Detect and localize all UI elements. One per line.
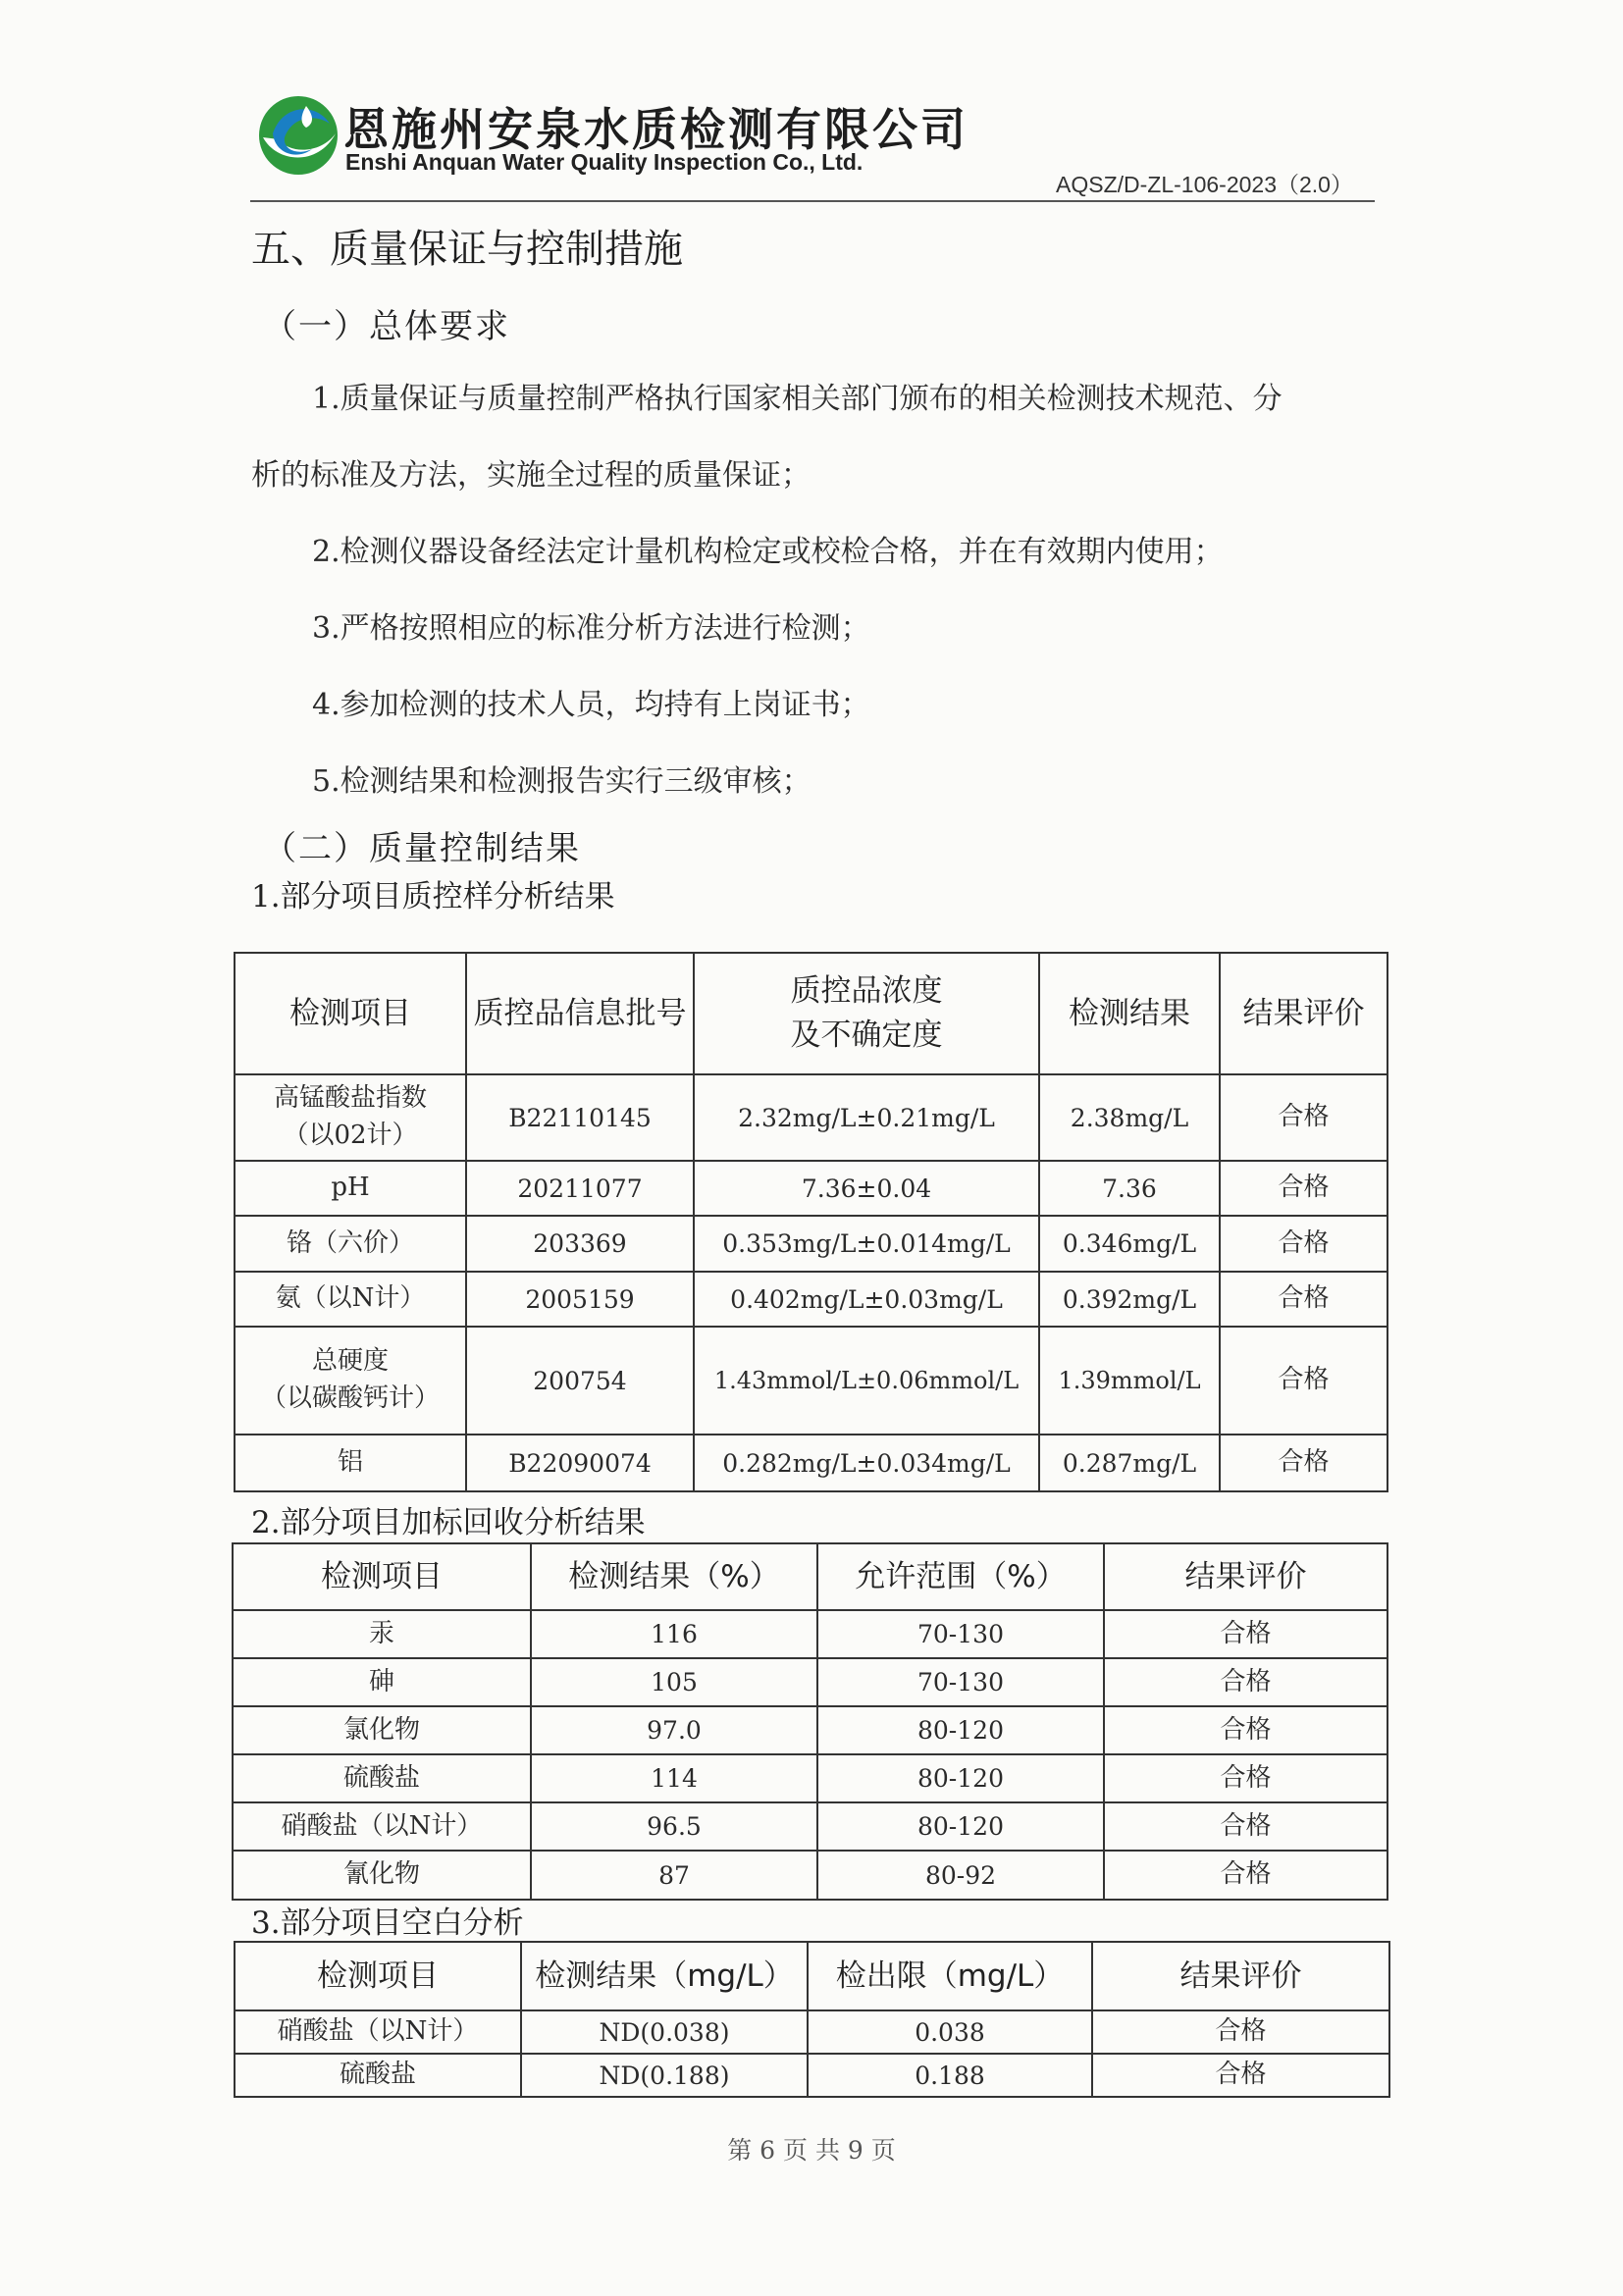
table-row — [235, 1161, 1387, 1216]
column-header: 检出限（mg/L） — [808, 1942, 1092, 2010]
item-name: 砷 — [233, 1658, 531, 1706]
table-row — [233, 1658, 1387, 1706]
table-row — [233, 1754, 1387, 1802]
reference-value: 1.43mmol/L±0.06mmol/L — [694, 1327, 1039, 1435]
item-name: 硫酸盐 — [233, 1754, 531, 1802]
item-line: 总硬度 （以碳酸钙计） — [260, 1346, 440, 1413]
table-row — [235, 2010, 1389, 2054]
requirement-item: 析的标准及方法，实施全过程的质量保证； — [251, 458, 811, 493]
requirement-item: 1.质量保证与质量控制严格执行国家相关部门颁布的相关检测技术规范、分 — [312, 382, 1283, 416]
column-header: 允许范围（%） — [817, 1543, 1104, 1610]
table-row — [233, 1610, 1387, 1658]
qc-results-heading: （二）质量控制结果 — [263, 829, 581, 868]
evaluation: 合格 — [1104, 1754, 1387, 1802]
measured-result: 1.39mmol/L — [1039, 1327, 1220, 1435]
evaluation: 合格 — [1104, 1802, 1387, 1851]
reference-value: 7.36±0.04 — [694, 1161, 1039, 1216]
column-header: 检测项目 — [235, 1942, 521, 2010]
evaluation: 合格 — [1092, 2010, 1389, 2054]
column-header: 结果评价 — [1092, 1942, 1389, 2010]
column-header: 结果评价 — [1104, 1543, 1387, 1610]
allowed-range: 80-92 — [817, 1851, 1104, 1900]
reference-value: 2.32mg/L±0.21mg/L — [694, 1074, 1039, 1161]
column-header — [466, 953, 694, 1074]
item-name: 铬（六价） — [235, 1216, 466, 1272]
item-name: 氰化物 — [233, 1851, 531, 1900]
evaluation: 合格 — [1104, 1851, 1387, 1900]
document-code: AQSZ/D-ZL-106-2023（2.0） — [1056, 172, 1353, 197]
blank-analysis-table — [234, 1941, 1390, 2098]
column-header: 检测结果（mg/L） — [521, 1942, 808, 2010]
column-header: 检测项目 — [235, 953, 466, 1074]
reference-value: 0.353mg/L±0.014mg/L — [694, 1216, 1039, 1272]
recovery-result: 97.0 — [531, 1706, 817, 1754]
evaluation: 合格 — [1092, 2054, 1389, 2097]
measured-result: 7.36 — [1039, 1161, 1220, 1216]
requirement-item: 5.检测结果和检测报告实行三级审核； — [312, 764, 812, 799]
company-name-cn: 恩施州安泉水质检测有限公司 — [343, 103, 969, 156]
batch-number: 20211077 — [466, 1161, 694, 1216]
item-name — [235, 1074, 466, 1161]
header-divider — [250, 200, 1375, 202]
table-header-row — [233, 1543, 1387, 1610]
company-name-en: Enshi Anquan Water Quality Inspection Co., Ltd. — [345, 149, 864, 175]
table-row — [235, 1074, 1387, 1161]
requirement-item: 2.检测仪器设备经法定计量机构检定或校检合格，并在有效期内使用； — [312, 535, 1224, 569]
table1-caption: 1.部分项目质控样分析结果 — [251, 879, 615, 914]
evaluation: 合格 — [1220, 1272, 1387, 1327]
header-line: 质控品浓度 及不确定度 — [790, 973, 943, 1053]
column-header: 检测结果（%） — [531, 1543, 817, 1610]
batch-number: 200754 — [466, 1327, 694, 1435]
item-line: 高锰酸盐指数 （以02计） — [273, 1083, 427, 1150]
batch-number: B22090074 — [466, 1435, 694, 1491]
blank-result: ND(0.038) — [521, 2010, 808, 2054]
item-name: 汞 — [233, 1610, 531, 1658]
batch-number: B22110145 — [466, 1074, 694, 1161]
allowed-range: 70-130 — [817, 1658, 1104, 1706]
water-drop-logo-icon — [257, 94, 340, 177]
page-number: 第 6 页 共 9 页 — [727, 2136, 896, 2165]
section-title: 五、质量保证与控制措施 — [251, 227, 683, 272]
evaluation: 合格 — [1104, 1610, 1387, 1658]
table-row — [233, 1802, 1387, 1851]
recovery-result: 114 — [531, 1754, 817, 1802]
measured-result: 0.346mg/L — [1039, 1216, 1220, 1272]
header-line: 质控品信息批号 — [473, 995, 687, 1031]
evaluation: 合格 — [1220, 1327, 1387, 1435]
item-name: 氨（以N计） — [235, 1272, 466, 1327]
column-header: 检测项目 — [233, 1543, 531, 1610]
evaluation: 合格 — [1220, 1216, 1387, 1272]
evaluation: 合格 — [1104, 1658, 1387, 1706]
item-name — [235, 1327, 466, 1435]
column-header — [694, 953, 1039, 1074]
reference-value: 0.402mg/L±0.03mg/L — [694, 1272, 1039, 1327]
allowed-range: 70-130 — [817, 1610, 1104, 1658]
allowed-range: 80-120 — [817, 1706, 1104, 1754]
reference-value: 0.282mg/L±0.034mg/L — [694, 1435, 1039, 1491]
item-name: 硝酸盐（以N计） — [233, 1802, 531, 1851]
item-name: 铝 — [235, 1435, 466, 1491]
item-name: 硝酸盐（以N计） — [235, 2010, 521, 2054]
item-name: 氯化物 — [233, 1706, 531, 1754]
table-row — [235, 1327, 1387, 1435]
requirement-item: 4.参加检测的技术人员，均持有上岗证书； — [312, 688, 870, 722]
recovery-result: 116 — [531, 1610, 817, 1658]
table-row — [233, 1706, 1387, 1754]
item-name: pH — [235, 1161, 466, 1216]
column-header: 结果评价 — [1220, 953, 1387, 1074]
table3-caption: 3.部分项目空白分析 — [251, 1905, 524, 1941]
evaluation: 合格 — [1104, 1706, 1387, 1754]
allowed-range: 80-120 — [817, 1754, 1104, 1802]
spike-recovery-table — [232, 1542, 1388, 1901]
evaluation: 合格 — [1220, 1161, 1387, 1216]
detection-limit: 0.188 — [808, 2054, 1092, 2097]
table-row — [235, 2054, 1389, 2097]
table-row — [233, 1851, 1387, 1900]
recovery-result: 96.5 — [531, 1802, 817, 1851]
requirement-item: 3.严格按照相应的标准分析方法进行检测； — [312, 611, 870, 646]
table-header-row — [235, 1942, 1389, 2010]
general-requirements-heading: （一）总体要求 — [263, 307, 510, 346]
item-name: 硫酸盐 — [235, 2054, 521, 2097]
recovery-result: 105 — [531, 1658, 817, 1706]
table2-caption: 2.部分项目加标回收分析结果 — [251, 1505, 646, 1540]
batch-number: 203369 — [466, 1216, 694, 1272]
measured-result: 2.38mg/L — [1039, 1074, 1220, 1161]
qc-sample-table — [234, 952, 1388, 1492]
table-header-row — [235, 953, 1387, 1074]
table-row — [235, 1435, 1387, 1491]
table-row — [235, 1272, 1387, 1327]
blank-result: ND(0.188) — [521, 2054, 808, 2097]
measured-result: 0.287mg/L — [1039, 1435, 1220, 1491]
detection-limit: 0.038 — [808, 2010, 1092, 2054]
batch-number: 2005159 — [466, 1272, 694, 1327]
table-row — [235, 1216, 1387, 1272]
allowed-range: 80-120 — [817, 1802, 1104, 1851]
evaluation: 合格 — [1220, 1074, 1387, 1161]
recovery-result: 87 — [531, 1851, 817, 1900]
evaluation: 合格 — [1220, 1435, 1387, 1491]
measured-result: 0.392mg/L — [1039, 1272, 1220, 1327]
column-header: 检测结果 — [1039, 953, 1220, 1074]
